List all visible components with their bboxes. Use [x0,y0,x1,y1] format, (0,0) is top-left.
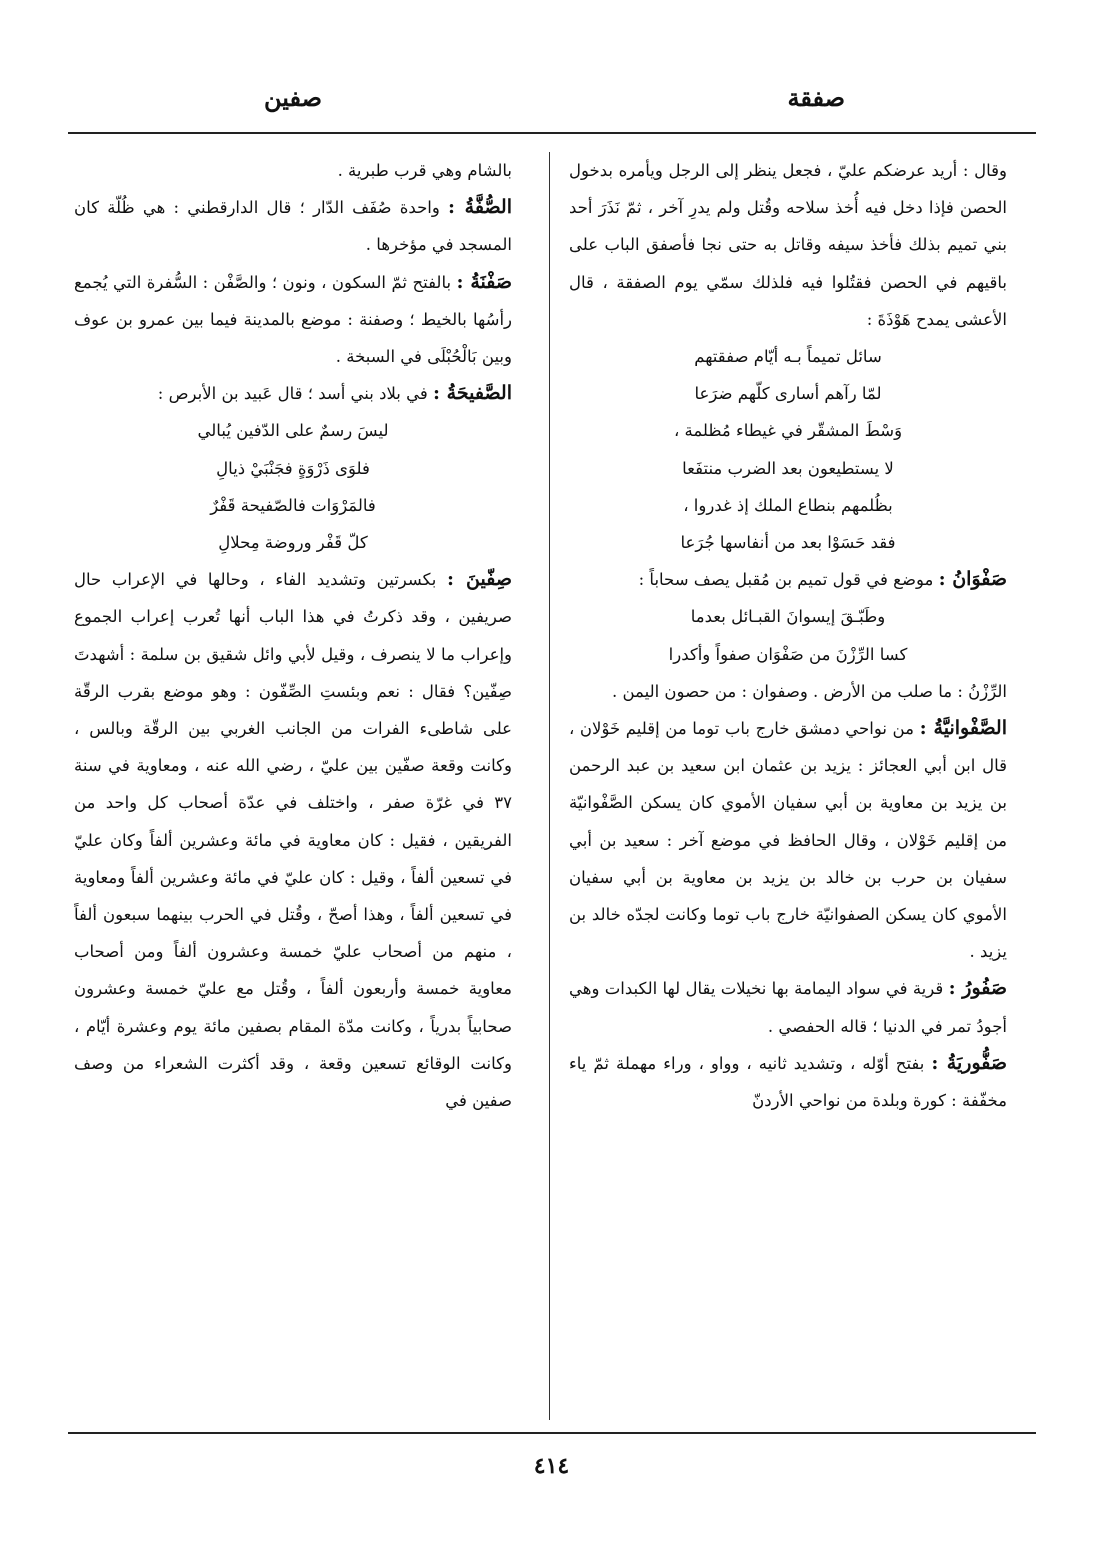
dictionary-entry [74,264,512,376]
entry-text: في بلاد بني أسد ؛ قال عَبيد بن الأبرص : [157,384,434,404]
verse-line: كسا الرِّزْنَ من صَفْوَان صفواً وأكدرا [668,644,908,664]
right-column [569,152,1007,1422]
dictionary-entry [569,1045,1007,1119]
entry-headword: صَفُورُ : [948,977,1007,1000]
entry-headword: صِفّينَ : [447,568,512,591]
entry-text: واحدة صُفَف الدّار ؛ قال الدارقطني : هي ظُلّة كان المسجد في مؤخرها . [74,198,512,255]
verse-line: ليسَ رسمٌ على الدّفين يُبالي [197,421,389,441]
verse-line: كلّ قَفْر وروضة مِحلالِ [218,533,368,553]
dictionary-entry [74,375,512,412]
verse-line: فلوَى ذَرْوَةٍ فجَنْبَيْ ذيالِ [216,458,370,478]
entry-text: قرية في سواد اليمامة بها نخيلات يقال لها الكبدات وهي أجودُ تمر في الدنيا ؛ قاله الحفصي . [569,979,1007,1036]
verse-line: وَسْطَ المشقّر في غيطاء مُظلمة ، [673,421,903,441]
entry-headword: صَفْنَةُ : [456,270,512,293]
footer-rule [68,1432,1036,1434]
entry-text: من نواحي دمشق خارج باب توما من إقليم خَوْلان ، قال ابن أبي العجائز : يزيد بن عثمان ابن سعيد بن عبد الرحمن بن يزيد بن معاوية بن أبي سفيان الأموي كان يسكن الصَّفْوانيّة من إقليم خَوْلان ، وقال الحافظ في موضع آخر : سعيد بن أبي سفيان بن حرب بن خالد بن يزيد بن معاوية بن أبي سفيان الأموي كان يسكن الصفوانيّة خارج باب توما وكانت لجدّه خالد بن يزيد . [569,719,1007,962]
dictionary-entry [74,189,512,263]
entry-text: بكسرتين وتشديد الفاء ، وحالها في الإعراب حال صريفين ، وقد ذكرتُ في هذا الباب أنها تُعرب إعراب الجموع وإعراب ما لا ينصرف ، وقيل لأبي وائل شقيق بن سلمة : أشهدتَ صِفّين؟ فقال : نعم وبئستِ الصِّفّون : وهو موضع بقرب الرقّة على شاطىء الفرات من الجانب الغربي بين الرقّة وبالس ، وكانت وقعة صفّين بين عليّ ، رضي الله عنه ، ومعاوية في سنة ٣٧ في غرّة صفر ، واختلف في عدّة أصحاب كل واحد من الفريقين ، فقيل : كان معاوية في مائة وعشرين ألفاً وكان عليّ في تسعين ألفاً ، وقيل : كان عليّ في مائة وعشرين ألفاً ومعاوية في تسعين ألفاً ، وهذا أصحّ ، وقُتل في الحرب بينهما سبعون ألفاً ، منهم من أصحاب عليّ خمسة وعشرون ألفاً ومن أصحاب معاوية خمسة وأربعون ألفاً ، وقُتل مع عليّ خمسة وعشرون صحابياً بدرياً ، وكانت مدّة المقام بصفين مائة يوم وعشرة أيّام ، وكانت الوقائع تسعين وقعة ، وقد أكثرت الشعراء من وصف صفين في [74,570,512,1111]
entry-headword: الصَّفيحَةُ : [433,382,512,405]
body-paragraph: بالشام وهي قرب طبرية . [337,161,512,180]
entry-headword: صَفُّوريَةُ : [931,1051,1007,1074]
left-column [74,152,512,1422]
verse-line: وطَبّـقَ إيسوانَ القبـائل بعدما [690,607,886,627]
verse-line: سائل تميماً بـه أيّام صفقتهم [694,347,882,367]
entry-text: بالفتح ثمّ السكون ، ونون ؛ والصَّفْن : السُّفرة التي يُجمع رأسُها بالخيط ؛ وصفنة : موضع بالمدينة فيما بين عمرو بن عوف وبين بَالْحُبْلَى في السبخة . [74,272,512,367]
verse-line: فقد حَسَوْا بعد من أنفاسها جُرَعا [680,533,896,553]
header-keyword-right: صفقة [787,83,845,112]
body-paragraph: الرِّزْنُ : ما صلب من الأرض . وصفوان : من حصون اليمن . [612,681,1007,701]
header-rule [68,132,1036,134]
header-keyword-left: صفين [264,83,323,112]
dictionary-entry [74,561,512,1119]
dictionary-entry [569,970,1007,1044]
dictionary-entry [569,710,1007,970]
entry-headword: صَفْوَانُ : [938,568,1007,591]
entry-text: موضع في قول تميم بن مُقبل يصف سحاباً : [638,570,939,590]
verse-line: بظُلمهم بنطاع الملك إذ غدروا ، [683,495,893,515]
verse-line: لا يستطيعون بعد الضرب منتفَعا [682,458,894,478]
entry-headword: الصُّفَّةُ : [448,196,512,219]
dictionary-entry [569,561,1007,598]
verse-line: لمّا رآهم أسارى كلّهم ضرَعا [694,384,882,404]
column-divider [549,152,550,1420]
body-paragraph: وقال : أريد عرضكم عليّ ، فجعل ينظر إلى الرجل ويأمره بدخول الحصن فإذا دخل فيه أُخذ سلاحه وقُتل ولم يدرِ آخر ، ثمّ نَذَرَ أحد بني تميم بذلك فأخذ سيفه وقاتل به حتى نجا فأصفق الباب على باقيهم في الحصن فقتُلوا فيه فلذلك سمّي يوم الصفقة ، قال الأعشى يمدح هَوْذَةَ : [569,161,1007,329]
entry-text: بفتح أوّله ، وتشديد ثانيه ، وواو ، وراء مهملة ثمّ ياء مخفّفة : كورة وبلدة من نواحي الأردنّ [569,1053,1007,1111]
page-number: ٤١٤ [533,1453,570,1479]
verse-line: فالمَرْوَات فالصّفيحة قَفْرٌ [210,495,376,515]
entry-headword: الصَّفْوانيَّةُ : [919,717,1007,740]
